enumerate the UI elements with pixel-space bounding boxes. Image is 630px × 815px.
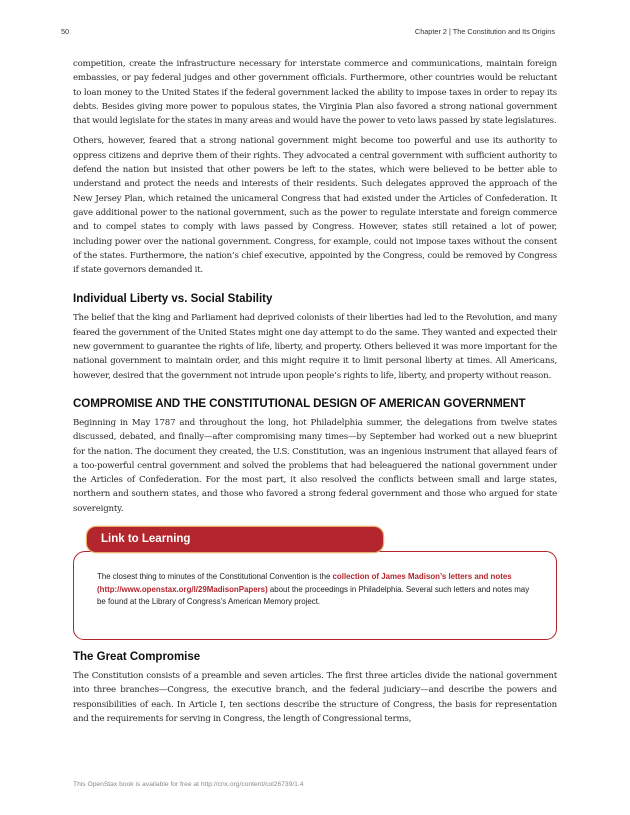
madison-papers-link[interactable]: collection of James Madison’s letters and notes (http://www.openstax.org/l/29MadisonPapers) bbox=[97, 572, 512, 594]
heading-compromise-design: COMPROMISE AND THE CONSTITUTIONAL DESIGN OF AMERICAN GOVERNMENT bbox=[73, 396, 526, 410]
heading-individual-liberty: Individual Liberty vs. Social Stability bbox=[73, 293, 273, 306]
paragraph-new-jersey-plan: Others, however, feared that a strong national government might become too powerful and use its authority to oppress citizens and deprive them of their rights. They advocated a central government with sufficient authority to defend the nation but insisted that other powers be left to the states, which were believed to be better able to understand and protect the needs and interests of their residents. Such delegates approved the approach of the New Jersey Plan, which retained the unicameral Congress that had existed under the Articles of Confederation. It gave additional power to the national government, such as the power to regulate interstate and foreign commerce and to compel states to comply with laws passed by Congress. However, states still retained a lot of power, including power over the national government. Congress, for example, could not impose taxes without the consent of the states. Furthermore, the nation’s chief executive, appointed by the Congress, could be removed by Congress if state governors demanded it. bbox=[73, 136, 557, 276]
link-to-learning-callout bbox=[73, 527, 557, 645]
callout-body bbox=[97, 571, 533, 609]
paragraph-compromise-design: Beginning in May 1787 and throughout the long, hot Philadelphia summer, the delegations from twelve states discussed, debated, and finally—after compromising many times—by September had worked out a new blueprint for the nation. The document they created, the U.S. Constitution, was an ingenious instrument that allayed fears of a too-powerful central government and solved the problems that had beleaguered the national government under the Articles of Confederation. For the most part, it also resolved the conflicts between small and large states, northern and southern states, and those who favored a strong federal government and those who argued for state sovereignty. bbox=[73, 417, 557, 514]
heading-great-compromise: The Great Compromise bbox=[73, 651, 201, 664]
callout-text-after: about the proceedings in Philadelphia. Several such letters and notes may be found at the Library of Congress’s American Memory project. bbox=[97, 584, 530, 607]
running-header bbox=[61, 27, 555, 36]
callout-title: Link to Learning bbox=[87, 527, 383, 552]
page-content bbox=[73, 57, 557, 732]
paragraph-virginia-plan: competition, create the infrastructure necessary for interstate commerce and communications, maintain foreign embassies, or pay federal judges and other government officials. Furthermore, other countries would be reluctant to loan money to the United States if the federal government lacked the ability to impose taxes in order to repay its debts. Besides giving more power to populous states, the Virginia Plan also favored a strong national government that would legislate for the states in many areas and would have the power to veto laws passed by state legislatures. bbox=[73, 59, 557, 127]
paragraph-individual-liberty: The belief that the king and Parliament had deprived colonists of their liberties had led to the Revolution, and many feared the government of the United States might one day attempt to do the same. They wanted and expected their new government to guarantee the rights of life, liberty, and property. Others believed it was more important for the national government to maintain order, and this might require it to limit personal liberty at times. All Americans, however, desired that the government not intrude upon people’s rights to life, liberty, and property without reason. bbox=[73, 313, 557, 381]
chapter-title: Chapter 2 | The Constitution and Its Origins bbox=[414, 27, 555, 36]
page-footer: This OpenStax book is available for free at http://cnx.org/content/col26739/1.4 bbox=[73, 781, 304, 788]
callout-text-before: The closest thing to minutes of the Constitutional Convention is the bbox=[97, 572, 333, 582]
page-number: 50 bbox=[61, 27, 70, 36]
paragraph-great-compromise: The Constitution consists of a preamble and seven articles. The first three articles divide the national government into three branches—Congress, the executive branch, and the federal judiciary—and describe the powers and responsibilities of each. In Article I, ten sections describe the structure of Congress, the basis for representation and the requirements for serving in Congress, the length of Congressional terms, bbox=[73, 671, 557, 724]
